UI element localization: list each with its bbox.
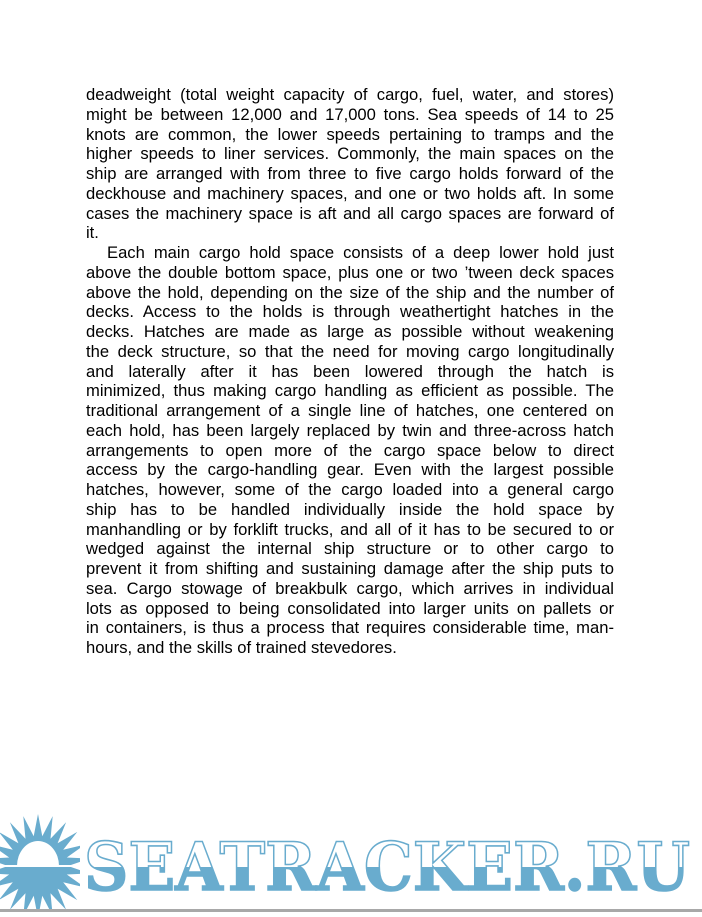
text-line: deckhouse and machinery spaces, and one or two holds aft. In some: [86, 183, 614, 203]
text-line: arrangements to open more of the cargo space below to direct: [86, 440, 614, 460]
text-line: it.: [86, 223, 99, 243]
text-line: traditional arrangement of a single line of hatches, one centered on: [86, 401, 614, 420]
text-line: cases the machinery space is aft and all cargo spaces are forward of: [86, 203, 614, 223]
text-line: and laterally after it has been lowered through the hatch is: [86, 361, 614, 381]
text-line: the deck structure, so that the need for moving cargo longitudinally: [86, 341, 614, 361]
body-text: [86, 85, 614, 658]
seatracker-logo: [0, 808, 702, 912]
text-line: prevent it from shifting and sustaining damage after the ship puts to: [86, 559, 614, 578]
text-line: decks. Access to the holds is through weathertight hatches in the: [86, 302, 614, 322]
text-line: each hold, has been largely replaced by twin and three-across hatch: [86, 420, 614, 440]
text-line: knots are common, the lower speeds pertaining to tramps and the: [86, 124, 614, 144]
text-line: might be between 12,000 and 17,000 tons. Sea speeds of 14 to 25: [86, 104, 614, 124]
logo-graphic: [0, 808, 702, 912]
text-line: in containers, is thus a process that requires considerable time, man-: [86, 618, 614, 638]
text-line: Each main cargo hold space consists of a deep lower hold just: [107, 243, 614, 262]
text-line: sea. Cargo stowage of breakbulk cargo, which arrives in individual: [86, 578, 614, 598]
text-line: above the hold, depending on the size of the ship and the number of: [86, 282, 614, 302]
text-line: ship has to be handled individually inside the hold space by: [86, 499, 614, 519]
sun-icon: [0, 814, 90, 912]
text-line: deadweight (total weight capacity of cargo, fuel, water, and stores): [86, 85, 614, 104]
text-line: hours, and the skills of trained stevedores.: [86, 638, 397, 657]
text-line: wedged against the internal ship structure or to other cargo to: [86, 539, 614, 559]
text-line: higher speeds to liner services. Commonly, the main spaces on the: [86, 144, 614, 164]
text-line: manhandling or by forklift trucks, and all of it has to be secured to or: [86, 519, 614, 539]
text-line: decks. Hatches are made as large as possible without weakening: [86, 322, 614, 341]
logo-text: SEATRACKER.RU: [84, 828, 690, 906]
text-line: above the double bottom space, plus one or two ’tween deck spaces: [86, 262, 614, 282]
text-line: ship are arranged with from three to five cargo holds forward of the: [86, 164, 614, 183]
text-line: hatches, however, some of the cargo loaded into a general cargo: [86, 480, 614, 499]
text-line: lots as opposed to being consolidated into larger units on pallets or: [86, 598, 614, 618]
text-line: minimized, thus making cargo handling as efficient as possible. The: [86, 381, 614, 401]
text-line: access by the cargo-handling gear. Even with the largest possible: [86, 460, 614, 480]
